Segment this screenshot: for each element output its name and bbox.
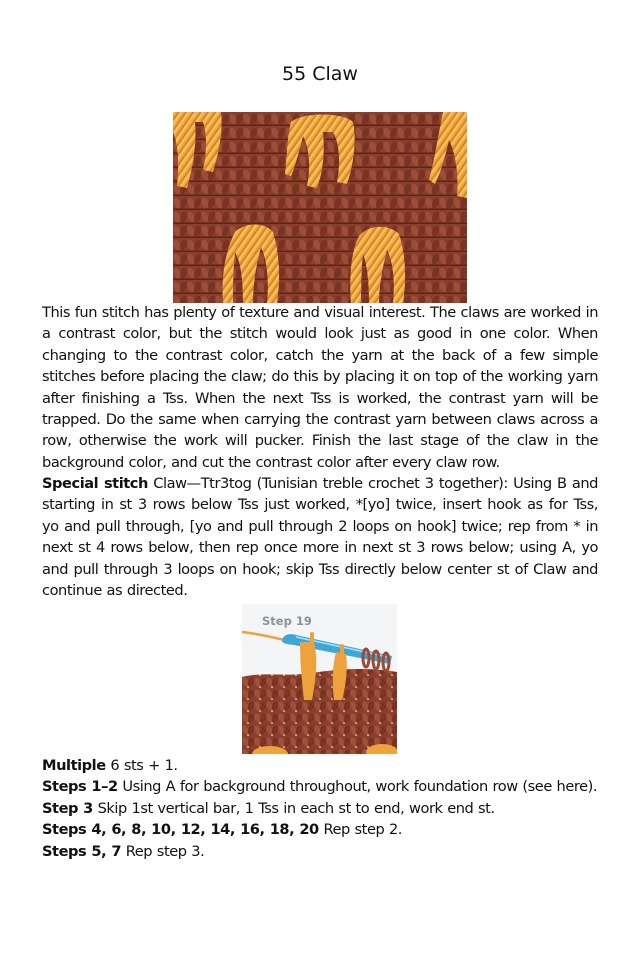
instruction-text: Using A for background throughout, work foundation row (see here). [117, 778, 598, 796]
instruction-label: Steps 4, 6, 8, 10, 12, 14, 16, 18, 20 [42, 821, 319, 839]
instruction-label: Steps 1–2 [42, 778, 118, 796]
step-19-image [242, 604, 397, 754]
instruction-steps-5-7 [42, 841, 598, 862]
special-stitch-text: Claw—Ttr3tog (Tunisian treble crochet 3 together): Using B and starting in st 3 rows below Tss just worked, *[yo] twice, insert hook as for Tss, yo and pull through, [yo and pull through 2 loops on hook] twice; rep from * in next st 4 rows below, then rep once more in next st 3 rows below; using A, yo and pull through 3 loops on hook; skip Tss directly below center st of Claw and continue as directed. [42, 475, 598, 600]
instruction-steps-1-2 [42, 776, 598, 797]
instructions-list [42, 755, 598, 862]
page-title: 55 Claw [282, 63, 358, 85]
step-label: Step 19 [262, 614, 312, 628]
instruction-label: Steps 5, 7 [42, 842, 122, 860]
instruction-step-3 [42, 798, 598, 819]
instruction-label: Multiple [42, 757, 106, 774]
instruction-text: Rep step 3. [121, 842, 205, 860]
instruction-multiple [42, 755, 598, 776]
special-stitch-label: Special stitch [42, 475, 148, 492]
intro-text: This fun stitch has plenty of texture and visual interest. The claws are worked in a contrast color, but the stitch would look just as good in one color. When changing to the contrast color, catch the yarn at the back of a few simple stitches before placing the claw; do this by placing it on top of the working yarn after finishing a Tss. When the next Tss is worked, the contrast yarn will be trapped. Do the same when carrying the contrast yarn between claws across a row, otherwise the work will pucker. Finish the last stage of the claw in the background color, and cut the contrast color after every claw row. [42, 304, 598, 471]
instruction-text: Skip 1st vertical bar, 1 Tss in each st to end, work end st. [92, 799, 495, 817]
instruction-text: 6 sts + 1. [105, 757, 178, 774]
instruction-steps-even [42, 819, 598, 840]
instruction-text: Rep step 2. [318, 821, 403, 839]
instruction-label: Step 3 [42, 799, 93, 817]
intro-paragraph [42, 302, 598, 473]
claw-stitch-swatch-image [173, 112, 467, 303]
special-stitch-paragraph [42, 473, 598, 601]
